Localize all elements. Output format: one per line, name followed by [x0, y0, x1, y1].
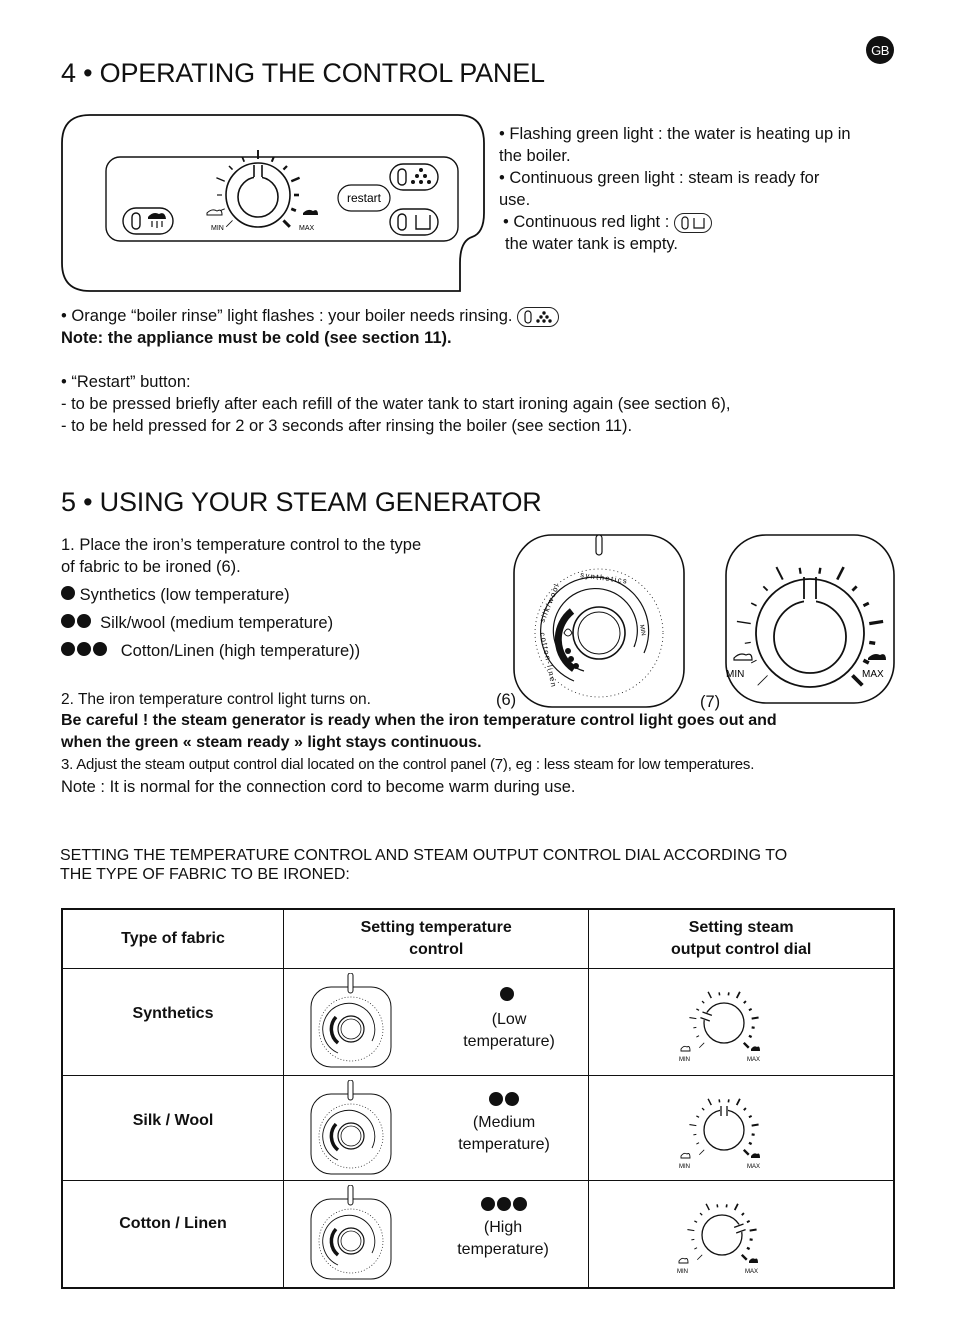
two-dots-icon	[61, 614, 91, 628]
continuous-green-text-2: use.	[499, 191, 531, 209]
fabric-silk-wool: Silk/wool (medium temperature)	[61, 612, 333, 634]
careful-1: Be careful ! the steam generator is ready when the iron temperature control light goes out and	[61, 712, 777, 729]
one-dot-icon	[500, 987, 514, 1001]
svg-text:MAX: MAX	[747, 1057, 761, 1063]
temp-cell	[284, 1076, 588, 1180]
header-steam: Setting steam output control dial	[589, 909, 894, 969]
restart-item-2: - to be held pressed for 2 or 3 seconds after rinsing the boiler (see section 11).	[61, 417, 633, 435]
step-1-cont: of fabric to be ironed (6).	[61, 558, 241, 576]
svg-text:silk/wool: silk/wool	[537, 581, 562, 624]
water-tank-light-icon	[674, 213, 712, 233]
cord-note: Note : It is normal for the connection cord to become warm during use.	[61, 778, 576, 796]
flashing-green-text: • Flashing green light : the water is heating up in	[499, 125, 851, 143]
one-dot-icon	[61, 586, 75, 600]
boiler-rinse-light-icon	[390, 164, 438, 190]
setting-title-2: THE TYPE OF FABRIC TO BE IRONED:	[60, 866, 350, 883]
table-row	[62, 1076, 894, 1181]
restart-item-1: - to be pressed briefly after each refill of the water tank to start ironing again (see section 6),	[61, 395, 731, 413]
fabric-cotton-linen: Cotton/Linen (high temperature))	[61, 640, 360, 662]
header-type-of-fabric: Type of fabric	[62, 909, 284, 969]
continuous-red-text: • Continuous red light :	[503, 211, 712, 233]
svg-text:MAX: MAX	[299, 225, 315, 232]
fabric-name: Cotton / Linen	[119, 1215, 227, 1232]
steam-dial-icon	[677, 1183, 767, 1283]
fabric-name: Silk / Wool	[132, 1112, 214, 1129]
temperature-dial-icon	[310, 1080, 394, 1176]
step-2: 2. The iron temperature control light turns on.	[61, 691, 371, 708]
svg-text:MIN: MIN	[211, 225, 224, 232]
figure-7-label: (7)	[700, 693, 721, 711]
section-4-title: 4 • OPERATING THE CONTROL PANEL	[61, 58, 545, 88]
steam-output-dial-figure	[724, 533, 898, 707]
continuous-red-text-2: the water tank is empty.	[505, 235, 679, 253]
temperature-dial-icon	[310, 973, 394, 1069]
temp-label: (Low temperature)	[463, 1011, 555, 1050]
svg-text:MIN: MIN	[679, 1164, 691, 1170]
control-panel-illustration	[60, 113, 488, 295]
restart-title: • “Restart” button:	[61, 373, 191, 391]
fabric-name: Synthetics	[132, 1005, 214, 1022]
table-row	[62, 969, 894, 1076]
steam-cell	[589, 1181, 893, 1287]
svg-text:MIN: MIN	[679, 1057, 691, 1063]
temp-label: (Medium temperature)	[458, 1114, 550, 1153]
step-1: 1. Place the iron’s temperature control to the type	[61, 536, 422, 554]
svg-text:MIN: MIN	[638, 624, 646, 637]
svg-text:MIN: MIN	[677, 1269, 689, 1275]
svg-text:restart: restart	[346, 191, 382, 205]
section-5-title: 5 • USING YOUR STEAM GENERATOR	[61, 487, 542, 517]
steam-cell	[589, 969, 893, 1075]
three-dots-icon	[61, 642, 107, 656]
steam-cell	[589, 1076, 893, 1180]
boiler-rinse-light-icon	[517, 307, 559, 327]
temp-cell	[284, 969, 588, 1075]
setting-title-1: SETTING THE TEMPERATURE CONTROL AND STEAM OUTPUT CONTROL DIAL ACCORDING TO	[60, 847, 788, 864]
svg-text:MAX: MAX	[745, 1269, 759, 1275]
three-dots-icon	[481, 1197, 527, 1211]
temperature-dial-icon	[310, 1185, 394, 1281]
fabric-synthetics: Synthetics (low temperature)	[61, 584, 290, 606]
flashing-green-text-2: the boiler.	[499, 147, 571, 165]
svg-text:cotton-linen: cotton-linen	[538, 631, 559, 689]
header-temperature: Setting temperature control	[284, 909, 589, 969]
fabric-settings-table	[61, 908, 895, 1289]
temp-cell	[284, 1181, 588, 1287]
note-cold: Note: the appliance must be cold (see section 11).	[61, 329, 452, 347]
svg-text:MIN: MIN	[726, 669, 745, 680]
figure-6-label: (6)	[496, 691, 517, 709]
svg-text:MAX: MAX	[862, 669, 884, 680]
step-3: 3. Adjust the steam output control dial located on the control panel (7), eg : less steam for low temperatures.	[61, 756, 755, 773]
steam-dial-icon	[679, 971, 769, 1071]
svg-text:synthetics: synthetics	[579, 570, 629, 586]
iron-temperature-dial-figure	[512, 533, 688, 711]
continuous-green-text: • Continuous green light : steam is ready for	[499, 169, 820, 187]
temp-label: (High temperature)	[457, 1219, 549, 1258]
steam-light-icon	[123, 208, 173, 234]
table-row	[62, 1181, 894, 1289]
language-badge: GB	[866, 36, 894, 64]
careful-2: when the green « steam ready » light stays continuous.	[61, 734, 482, 751]
water-tank-light-icon	[390, 209, 438, 235]
table-header-row	[62, 909, 894, 969]
svg-text:MAX: MAX	[747, 1164, 761, 1170]
orange-light-text: • Orange “boiler rinse” light flashes : your boiler needs rinsing.	[61, 305, 559, 327]
steam-dial-icon	[679, 1078, 769, 1178]
two-dots-icon	[489, 1092, 519, 1106]
